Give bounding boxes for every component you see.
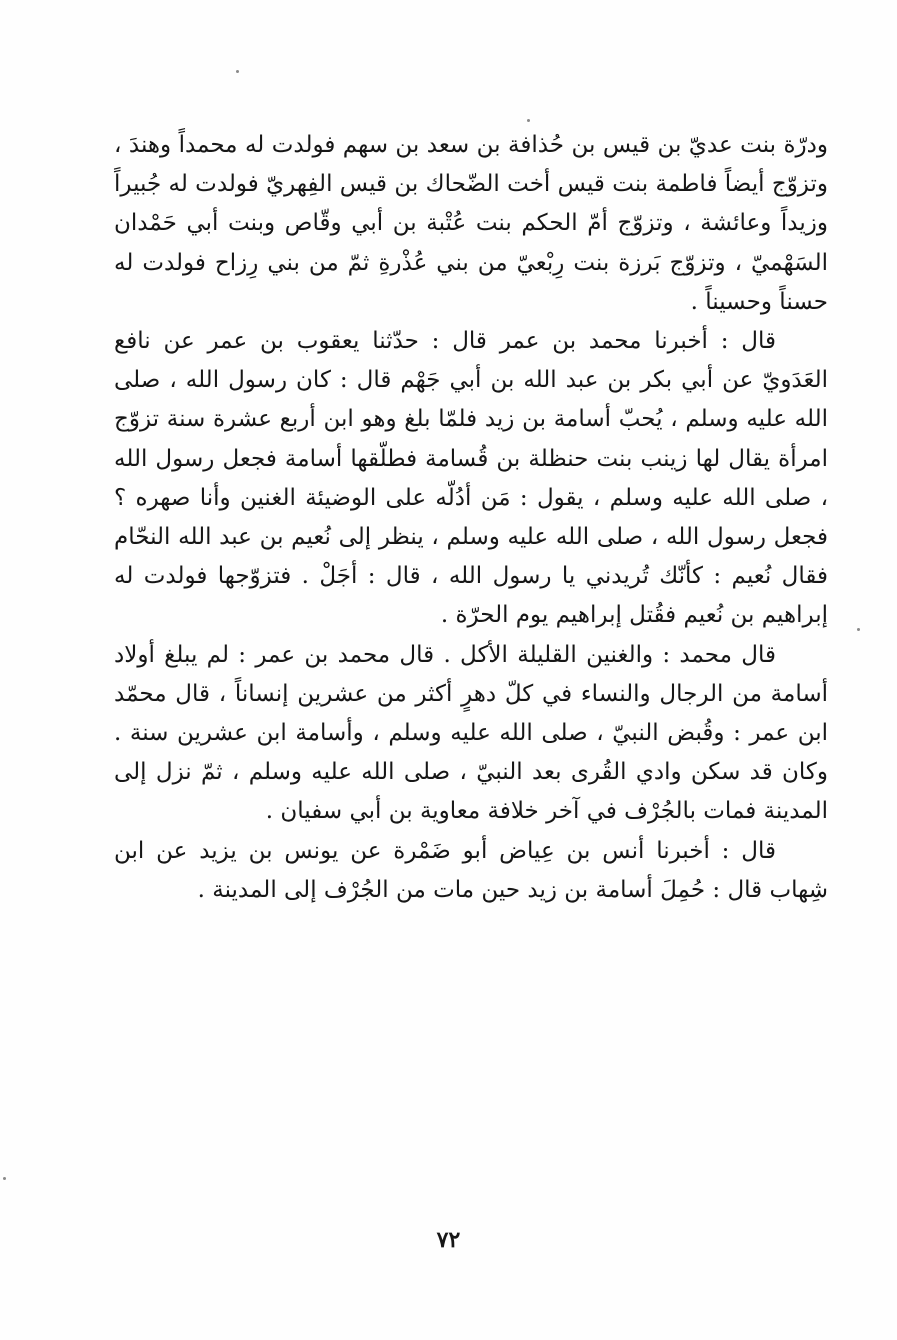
scan-speck bbox=[3, 1177, 6, 1180]
paragraph-usama-descendants: قال محمد : والغنين القليلة الأكل . قال محمد بن عمر : لم يبلغ أولاد أسامة من الرجال والنساء في كلّ دهرٍ أكثر من عشرين إنساناً ، قال محمّد ابن عمر : وقُبض النبيّ ، صلى الله عليه وسلم ، وأسامة ابن عشرين سنة . وكان قد سكن وادي القُرى بعد النبيّ ، صلى الله عليه وسلم ، ثمّ نزل إلى المدينة فمات بالجُرْف في آخر خلافة معاوية بن أبي سفيان . bbox=[114, 641, 828, 825]
scan-speck bbox=[236, 70, 239, 73]
scan-speck bbox=[857, 628, 860, 631]
paragraph-marriages: ودرّة بنت عديّ بن قيس بن حُذافة بن سعد بن سهم فولدت له محمداً وهندَ ، وتزوّج أيضاً فاطمة بنت قيس أخت الضّحاك بن قيس الفِهريّ فولدت له جُبيراً وزيداً وعائشة ، وتزوّج أمّ الحكم بنت عُتْبة بن أبي وقّاص وبنت أبي حَمْدان السَهْميّ ، وتزوّج بَرزة بنت رِبْعيّ من بني عُذْرةِ ثمّ من بني رِزاح فولدت له حسناً وحسيناً . bbox=[114, 132, 828, 315]
paragraph-usama-marriage: قال : أخبرنا محمد بن عمر قال : حدّثنا يعقوب بن عمر عن نافع العَدَويّ عن أبي بكر بن عبد الله بن أبي جَهْم قال : كان رسول الله ، صلى الله عليه وسلم ، يُحبّ أسامة بن زيد فلمّا بلغ وهو ابن أربع عشرة سنة تزوّج امرأة يقال لها زينب بنت حنظلة بن قُسامة فطلّقها أسامة فجعل رسول الله ، صلى الله عليه وسلم ، يقول : مَن أدُلّه على الوضيئة الغنين وأنا صهره ؟ فجعل رسول الله ، صلى الله عليه وسلم ، ينظر إلى نُعيم بن عبد الله النحّام فقال نُعيم : كأنّك تُريدني يا رسول الله ، قال : أجَلْ . فتزوّجها فولدت له إبراهيم بن نُعيم فقُتل إبراهيم يوم الحرّة . bbox=[114, 328, 828, 629]
scan-speck bbox=[527, 119, 530, 122]
body-text bbox=[114, 126, 828, 910]
page-number: ٧٢ bbox=[436, 1227, 461, 1253]
paragraph-usama-burial: قال : أخبرنا أنس بن عِياض أبو ضَمْرة عن يونس بن يزيد عن ابن شِهاب قال : حُمِلَ أسامة بن زيد حين مات من الجُرْف إلى المدينة . bbox=[114, 837, 828, 903]
